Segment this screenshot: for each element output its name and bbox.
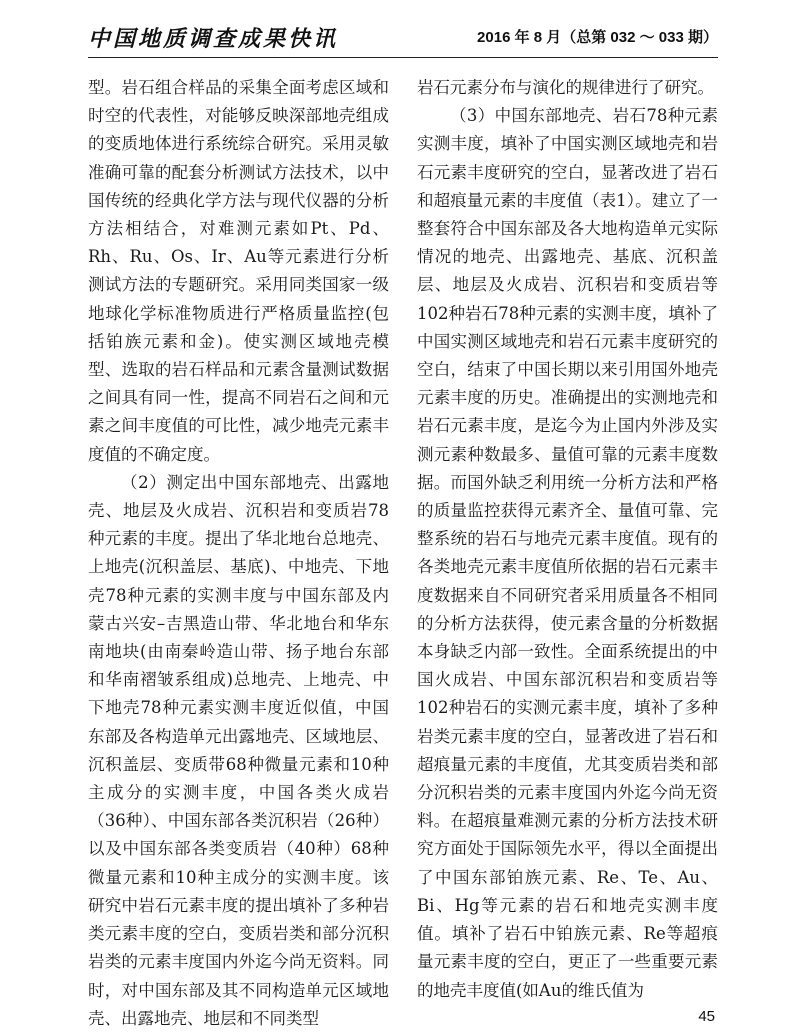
page-header: [88, 22, 718, 52]
journal-masthead: 中国地质调查成果快讯: [88, 27, 339, 52]
paragraph-item-3: （3）中国东部地壳、岩石78种元素实测丰度，填补了中国实测区域地壳和岩石元素丰度研究的空白，显著改进了岩石和超痕量元素的丰度值（表1）。建立了一整套符合中国东部及各大地构造单元实际情况的地壳、出露地壳、基底、沉积盖层、地层及火成岩、沉积岩和变质岩等102种岩石78种元素的实测丰度，填补了中国实测区域地壳和岩石元素丰度研究的空白，结束了中国长期以来引用国外地壳元素丰度的历史。准确提出的实测地壳和岩石元素丰度，是迄今为止国内外涉及实测元素种数最多、量值可靠的元素丰度数据。而国外缺乏利用统一分析方法和严格的质量监控获得元素齐全、量值可靠、完整系统的岩石与地壳元素丰度值。现有的各类地壳元素丰度值所依据的岩石元素丰度数据来自不同研究者采用质量各不相同的分析方法获得，使元素含量的分析数据本身缺乏内部一致性。全面系统提出的中国火成岩、中国东部沉积岩和变质岩等102种岩石的实测元素丰度，填补了多种岩类元素丰度的空白，显著改进了岩石和超痕量元素的丰度值，尤其变质岩类和部分沉积岩类的元素丰度国内外迄今尚无资料。在超痕量难测元素的分析方法技术研究方面处于国际领先水平，得以全面提出了中国东部铂族元素、Re、Te、Au、Bi、Hg等元素的岩石和地壳实测丰度值。填补了岩石中铂族元素、Re等超痕量元素丰度的空白，更正了一些重要元素的地壳丰度值(如Au的维氏值为: [417, 106, 718, 1000]
header-rule: [88, 57, 718, 58]
left-column: [88, 74, 389, 1033]
paragraph-continued: 型。岩石组合样品的采集全面考虑区域和时空的代表性，对能够反映深部地壳组成的变质地体进行系统综合研究。采用灵敏准确可靠的配套分析测试方法技术，以中国传统的经典化学方法与现代仪器的分析方法相结合，对难测元素如Pt、Pd、Rh、Ru、Os、Ir、Au等元素进行分析测试方法的专题研究。采用同类国家一级地球化学标准物质进行严格质量监控(包括铂族元素和金)。使实测区域地壳模型、选取的岩石样品和元素含量测试数据之间具有同一性，提高不同岩石之间和元素之间丰度值的可比性，减少地壳元素丰度值的不确定度。: [88, 78, 389, 464]
issue-info: 2016 年 8 月（总第 032 ～ 033 期）: [477, 29, 718, 46]
right-column: [417, 74, 718, 1005]
paragraph-item-2: （2）测定出中国东部地壳、出露地壳、地层及火成岩、沉积岩和变质岩78种元素的丰度。提出了华北地台总地壳、上地壳(沉积盖层、基底)、中地壳、下地壳78种元素的实测丰度与中国东部及内蒙古兴安–吉黑造山带、华北地台和华东南地块(由南秦岭造山带、扬子地台东部和华南褶皱系组成)总地壳、上地壳、中下地壳78种元素实测丰度近似值，中国东部及各构造单元出露地壳、区域地层、沉积盖层、变质带68种微量元素和10种主成分的实测丰度，中国各类火成岩（36种）、中国东部各类沉积岩（26种）以及中国东部各类变质岩（40种）68种微量元素和10种主成分的实测丰度。该研究中岩石元素丰度的提出填补了多种岩类元素丰度的空白，变质岩类和部分沉积岩类的元素丰度国内外迄今尚无资料。同时，对中国东部及其不同构造单元区域地壳、出露地壳、地层和不同类型: [88, 472, 389, 1028]
page-number: 45: [698, 1008, 715, 1025]
paragraph-continued-right: 岩石元素分布与演化的规律进行了研究。: [417, 78, 714, 97]
